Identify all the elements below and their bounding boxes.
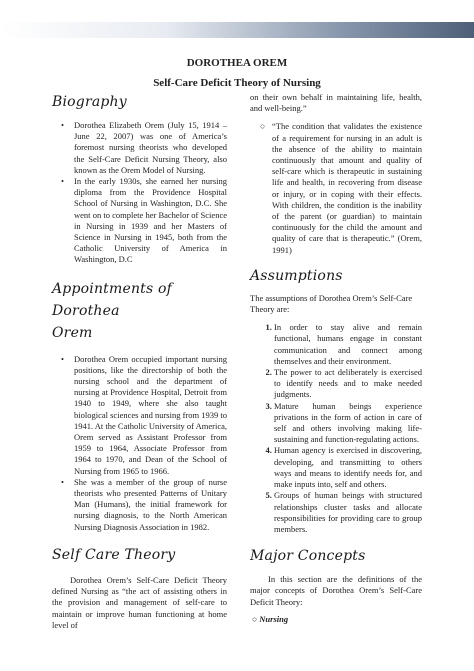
- biography-item: • Dorothea Elizabeth Orem (July 15, 1914 – June 22, 2007) was one of America’s foremost nursing theorists who developed the Self-Care Deficit Nursing Theory, also known as the Orem Model of Nursing.: [74, 120, 227, 176]
- self-care-theory-text: Dorothea Orem’s Self-Care Deficit Theory defined Nursing as “the act of assisting others in the provision and management of self-care to maintain or improve human functioning at home level of: [52, 574, 227, 630]
- assumption-item: 1. In order to stay alive and remain functional, humans engage in constant communication and connect among themselves and their environment.: [274, 322, 422, 367]
- appointments-item: • She was a member of the group of nurse theorists who presented Patterns of Unitary Man (Humans), the initial framework for nursing diagnosis, to the North American Nursing Diagnosis Association in 1982.: [74, 477, 227, 533]
- biography-list: [52, 120, 227, 266]
- appointments-heading-line: Orem: [52, 324, 93, 341]
- self-care-theory-heading: Self Care Theory: [52, 546, 176, 563]
- continued-text: on their own behalf in maintaining life, health, and well-being.”: [250, 92, 422, 114]
- document-subtitle: Self-Care Deficit Theory of Nursing: [153, 77, 321, 89]
- major-concepts-intro: In this section are the definitions of the major concepts of Dorothea Orem’s Self-Care Deficit Theory:: [250, 574, 422, 607]
- assumption-item: 2. The power to act deliberately is exercised to identify needs and to make needed judgments.: [274, 367, 422, 401]
- biography-item: • In the early 1930s, she earned her nursing diploma from the Providence Hospital School of Nursing in Washington, D.C. She went on to complete her Bachelor of Science in Nursing in 1939 and her Masters of Science in Nursing in 1945, both from the Catholic University of America in Washington, D.C: [74, 176, 227, 266]
- major-concepts-heading: Major Concepts: [250, 548, 366, 565]
- assumption-item: 5. Groups of human beings with structured relationships cluster tasks and allocate responsibilities for providing care to group members.: [274, 490, 422, 535]
- assumptions-intro: The assumptions of Dorothea Orem’s Self-Care Theory are:: [250, 292, 413, 315]
- nursing-definition-quote: [250, 121, 422, 255]
- left-column: [52, 92, 227, 631]
- appointments-heading-line: Appointments of Dorothea: [52, 280, 173, 319]
- right-column: [250, 92, 422, 625]
- appointments-list: [52, 354, 227, 533]
- header-decorative-band: [0, 22, 474, 38]
- circle-bullet-icon: ○: [260, 121, 266, 132]
- circle-bullet-icon: ○: [252, 613, 258, 624]
- assumption-item: 4. Human agency is exercised in discovering, developing, and transmitting to others ways and means to identify needs for, and make inputs into, self and others.: [274, 445, 422, 490]
- nursing-concept-label: Nursing: [259, 613, 289, 624]
- biography-heading: Biography: [52, 94, 127, 110]
- assumptions-heading: Assumptions: [250, 267, 343, 284]
- nursing-concept-item: [250, 614, 422, 625]
- document-title: DOROTHEA OREM: [186, 57, 288, 69]
- appointments-heading: [52, 278, 227, 344]
- assumption-item: 3. Mature human beings experience privations in the form of action in care of self and others involving making life-sustaining and function-regulating actions.: [274, 401, 422, 446]
- assumptions-list: [250, 322, 422, 535]
- appointments-item: • Dorothea Orem occupied important nursing positions, like the directorship of both the nursing school and the department of nursing at Providence Hospital, Detroit from 1940 to 1949, where she also taught biological sciences and nursing from 1939 to 1941. At the Catholic University of America, Orem served as Assistant Professor from 1959 to 1964, Associate Professor from 1964 to 1970, and Dean of the School of Nursing from 1965 to 1966.: [74, 354, 227, 477]
- quote-text: “The condition that validates the existence of a requirement for nursing in an adult is the absence of the ability to maintain continuously that amount and quality of self-care which is therapeutic in sustaining life and health, in recovering from disease or injury, or in coping with their effects. With children, the condition is the inability of the parent (or guardian) to maintain continuously for the child the amount and quality of care that is therapeutic.” (Orem, 1991): [272, 121, 422, 255]
